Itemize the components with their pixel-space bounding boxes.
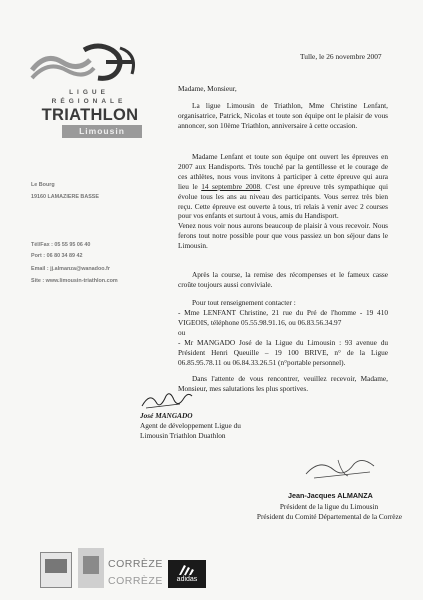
- adidas-stripes-icon: [177, 563, 197, 575]
- paragraph-1: La ligue Limousin de Triathlon, Mme Christine Lenfant, organisatrice, Patrick, Nicolas et toute son équipe ont le plaisir de vous annoncer, son 10ème Triathlon, anniversaire à cette occasion.: [178, 101, 388, 130]
- website: Site : www.limousin-triathlon.com: [31, 278, 118, 284]
- contact-2: - Mr MANGADO José de la Ligue du Limousin : 93 avenue du Président Henri Queuille – 19 100 BRIVE, n° de la Ligue 06.85.95.78.11 ou 06.84.33.26.51 (n°portable personnel).: [178, 338, 388, 367]
- signatory2-name: Jean-Jacques ALMANZA: [288, 491, 373, 500]
- signatory1-name: José MANGADO: [140, 411, 193, 420]
- contact-intro: Pour tout renseignement contacter :: [192, 298, 296, 307]
- contact-1: - Mme LENFANT Christine, 21 rue du Pré de l'homme - 19 410 VIGEOIS, téléphone 05.55.98.91.16, ou 06.83.56.34.97: [178, 308, 388, 327]
- signature-mangado-icon: [140, 388, 194, 412]
- event-date: 14 septembre 2008: [201, 181, 261, 191]
- signatory2-role2: Président du Comité Départemental de la Corrèze: [256, 512, 402, 521]
- address-line2: 19160 LAMAZIERE BASSE: [31, 194, 100, 200]
- signatory1-role2: Limousin Triathlon Duathlon: [140, 431, 226, 440]
- sponsor-correze-2: CORRÈZE: [108, 575, 163, 587]
- salutation: Madame, Monsieur,: [178, 84, 237, 93]
- tel-fax: Tél/Fax : 05 55 95 06 40: [31, 242, 91, 248]
- email: Email : jj.almanza@wanadoo.fr: [31, 266, 110, 272]
- address-line1: Le Bourg: [31, 182, 55, 188]
- paragraph-2c: Venez nous voir nous aurons beaucoup de plaisir à vous recevoir. Nous ferons tout notre possible pour que vous passiez un bon séjour dans le Limousin.: [178, 221, 388, 251]
- sponsor-logo-1-icon: [40, 552, 72, 588]
- paragraph-2: Madame Lenfant et toute son équipe ont ouvert les épreuves en 2007 aux Handisports. Très touché par la gentillesse et le courage de ces athlètes, nous vous invitons à participer à cette épreuve qui aura lieu le 14 septembre 2008. C'est une épreuve très sympathique qui évolue tous les ans au niveau des participants. Vous serrez très bien reçu. Cette épreuve est ouverte à tous, tri relais à venir avec 2 courses pour vos enfants et surtout à vous, amis du Handisport. Venez nous voir nous aurons beaucoup de plaisir à vous recevoir. Nous ferons tout notre possible pour que vous passiez un bon séjour dans le Limousin.: [178, 152, 388, 251]
- paragraph-2a: Madame Lenfant et toute son équipe ont ouvert les épreuves en 2007 aux Handisports. Très touché par la gentillesse et le courage de ces athlètes, nous vous invitons à participer à cette épreuve qui aura lieu le: [178, 152, 388, 191]
- letterhead-region: Limousin: [62, 125, 142, 138]
- mobile: Port : 06 80 34 89 42: [31, 253, 83, 259]
- sponsor-adidas: [168, 560, 206, 588]
- sponsor-correze-1: CORRÈZE: [108, 558, 163, 570]
- letterhead-name: TRIATHLON: [41, 106, 139, 124]
- paragraph-3: Après la course, la remise des récompenses et le fameux casse croûte toujours aussi conviviale.: [178, 270, 388, 289]
- paragraph-2b: C'est une épreuve très sympathique qui évolue tous les ans au niveau des participants. Vous serrez très bien reçu. Cette épreuve est ouverte à tous, tri relais à venir avec 2 courses pour vos enfants et surtout à vous, amis du Handisport.: [178, 181, 388, 221]
- signature-almanza-icon: [304, 452, 376, 482]
- letter-date: Tulle, le 26 novembre 2007: [300, 52, 382, 61]
- signatory1-role1: Agent de développement Ligue du: [140, 421, 241, 430]
- letterhead-line1: LIGUE: [69, 89, 109, 96]
- adidas-label: adidas: [176, 576, 198, 583]
- signatory2-role1: Président de la ligue du Limousin: [279, 502, 379, 511]
- letterhead-subtitle: [34, 88, 144, 106]
- closing: Dans l'attente de vous rencontrer, veuillez recevoir, Madame, Monsieur, mes salutations les plus sportives.: [178, 374, 388, 393]
- or-separator: ou: [178, 328, 186, 337]
- triathlon-logo-icon: [28, 40, 146, 86]
- letterhead-line2: RÉGIONALE: [51, 98, 127, 105]
- sponsor-logo-2-icon: [78, 548, 104, 588]
